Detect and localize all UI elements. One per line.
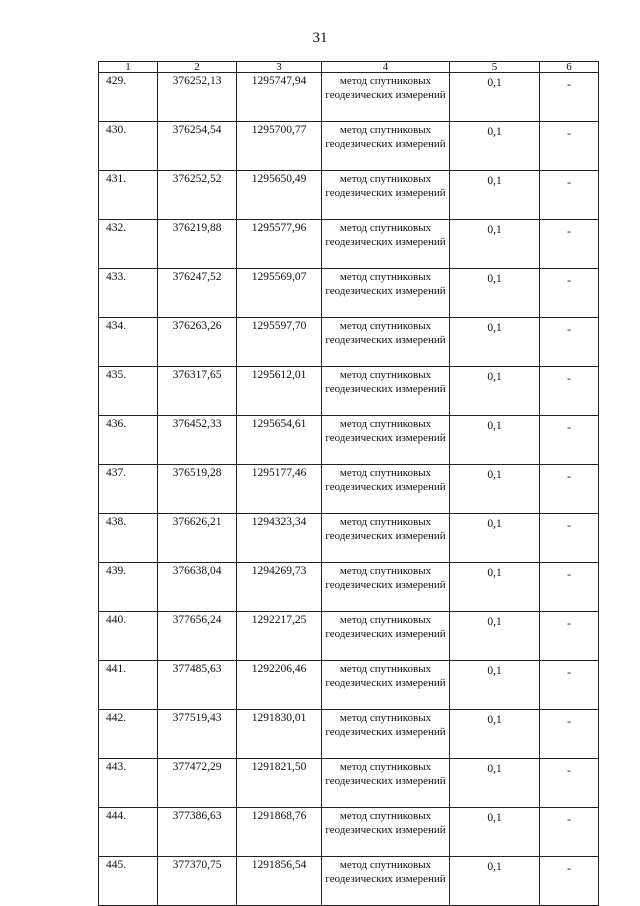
- point-number-cell: 439.: [99, 563, 158, 612]
- table-row: [99, 808, 599, 857]
- point-number-cell: 441.: [99, 661, 158, 710]
- x-coordinate-cell: 376247,52: [158, 269, 237, 318]
- y-coordinate-cell: 1291830,01: [237, 710, 322, 759]
- point-number-cell: 438.: [99, 514, 158, 563]
- note-cell: -: [540, 563, 599, 612]
- table-row: [99, 171, 599, 220]
- y-coordinate-cell: 1292206,46: [237, 661, 322, 710]
- accuracy-cell: 0,1: [450, 612, 540, 661]
- table-row: [99, 416, 599, 465]
- x-coordinate-cell: 376263,26: [158, 318, 237, 367]
- note-cell: -: [540, 612, 599, 661]
- point-number-cell: 435.: [99, 367, 158, 416]
- note-cell: -: [540, 857, 599, 906]
- y-coordinate-cell: 1295654,61: [237, 416, 322, 465]
- accuracy-cell: 0,1: [450, 514, 540, 563]
- column-header-3: 3: [237, 62, 322, 73]
- note-cell: -: [540, 416, 599, 465]
- method-cell: метод спутниковых геодезических измерений: [322, 465, 450, 514]
- method-cell: метод спутниковых геодезических измерений: [322, 122, 450, 171]
- y-coordinate-cell: 1295612,01: [237, 367, 322, 416]
- point-number-cell: 429.: [99, 73, 158, 122]
- column-header-2: 2: [158, 62, 237, 73]
- y-coordinate-cell: 1291856,54: [237, 857, 322, 906]
- x-coordinate-cell: 376252,52: [158, 171, 237, 220]
- note-cell: -: [540, 367, 599, 416]
- x-coordinate-cell: 377386,63: [158, 808, 237, 857]
- note-cell: -: [540, 710, 599, 759]
- table-row: [99, 122, 599, 171]
- y-coordinate-cell: 1295177,46: [237, 465, 322, 514]
- note-cell: -: [540, 269, 599, 318]
- point-number-cell: 444.: [99, 808, 158, 857]
- table-row: [99, 563, 599, 612]
- accuracy-cell: 0,1: [450, 171, 540, 220]
- method-cell: метод спутниковых геодезических измерений: [322, 220, 450, 269]
- note-cell: -: [540, 759, 599, 808]
- note-cell: -: [540, 514, 599, 563]
- method-cell: метод спутниковых геодезических измерений: [322, 367, 450, 416]
- point-number-cell: 436.: [99, 416, 158, 465]
- table-body: [99, 73, 599, 906]
- column-header-4: 4: [322, 62, 450, 73]
- x-coordinate-cell: 376626,21: [158, 514, 237, 563]
- table-row: [99, 367, 599, 416]
- y-coordinate-cell: 1295577,96: [237, 220, 322, 269]
- method-cell: метод спутниковых геодезических измерений: [322, 514, 450, 563]
- accuracy-cell: 0,1: [450, 318, 540, 367]
- accuracy-cell: 0,1: [450, 857, 540, 906]
- note-cell: -: [540, 171, 599, 220]
- table-row: [99, 612, 599, 661]
- point-number-cell: 440.: [99, 612, 158, 661]
- x-coordinate-cell: 377519,43: [158, 710, 237, 759]
- point-number-cell: 442.: [99, 710, 158, 759]
- x-coordinate-cell: 376638,04: [158, 563, 237, 612]
- y-coordinate-cell: 1292217,25: [237, 612, 322, 661]
- note-cell: -: [540, 661, 599, 710]
- table-row: [99, 759, 599, 808]
- method-cell: метод спутниковых геодезических измерений: [322, 857, 450, 906]
- x-coordinate-cell: 377472,29: [158, 759, 237, 808]
- x-coordinate-cell: 376219,88: [158, 220, 237, 269]
- method-cell: метод спутниковых геодезических измерений: [322, 318, 450, 367]
- point-number-cell: 431.: [99, 171, 158, 220]
- method-cell: метод спутниковых геодезических измерений: [322, 710, 450, 759]
- accuracy-cell: 0,1: [450, 220, 540, 269]
- table-row: [99, 857, 599, 906]
- column-number-row: [99, 62, 599, 73]
- accuracy-cell: 0,1: [450, 465, 540, 514]
- accuracy-cell: 0,1: [450, 808, 540, 857]
- accuracy-cell: 0,1: [450, 661, 540, 710]
- accuracy-cell: 0,1: [450, 710, 540, 759]
- method-cell: метод спутниковых геодезических измерений: [322, 269, 450, 318]
- x-coordinate-cell: 377656,24: [158, 612, 237, 661]
- x-coordinate-cell: 376254,54: [158, 122, 237, 171]
- note-cell: -: [540, 318, 599, 367]
- table-row: [99, 514, 599, 563]
- note-cell: -: [540, 122, 599, 171]
- table-row: [99, 220, 599, 269]
- coordinates-table: [98, 61, 599, 906]
- column-header-5: 5: [450, 62, 540, 73]
- method-cell: метод спутниковых геодезических измерений: [322, 73, 450, 122]
- method-cell: метод спутниковых геодезических измерений: [322, 612, 450, 661]
- point-number-cell: 445.: [99, 857, 158, 906]
- y-coordinate-cell: 1291868,76: [237, 808, 322, 857]
- column-header-6: 6: [540, 62, 599, 73]
- table-header: [99, 62, 599, 73]
- point-number-cell: 430.: [99, 122, 158, 171]
- accuracy-cell: 0,1: [450, 759, 540, 808]
- y-coordinate-cell: 1295747,94: [237, 73, 322, 122]
- note-cell: -: [540, 465, 599, 514]
- table-row: [99, 73, 599, 122]
- column-header-1: 1: [99, 62, 158, 73]
- point-number-cell: 432.: [99, 220, 158, 269]
- point-number-cell: 443.: [99, 759, 158, 808]
- note-cell: -: [540, 73, 599, 122]
- accuracy-cell: 0,1: [450, 367, 540, 416]
- x-coordinate-cell: 376519,28: [158, 465, 237, 514]
- point-number-cell: 434.: [99, 318, 158, 367]
- method-cell: метод спутниковых геодезических измерений: [322, 171, 450, 220]
- method-cell: метод спутниковых геодезических измерений: [322, 808, 450, 857]
- point-number-cell: 433.: [99, 269, 158, 318]
- x-coordinate-cell: 376452,33: [158, 416, 237, 465]
- table-row: [99, 465, 599, 514]
- y-coordinate-cell: 1294269,73: [237, 563, 322, 612]
- note-cell: -: [540, 808, 599, 857]
- method-cell: метод спутниковых геодезических измерений: [322, 416, 450, 465]
- y-coordinate-cell: 1291821,50: [237, 759, 322, 808]
- x-coordinate-cell: 377485,63: [158, 661, 237, 710]
- method-cell: метод спутниковых геодезических измерений: [322, 661, 450, 710]
- accuracy-cell: 0,1: [450, 563, 540, 612]
- point-number-cell: 437.: [99, 465, 158, 514]
- method-cell: метод спутниковых геодезических измерений: [322, 759, 450, 808]
- y-coordinate-cell: 1295597,70: [237, 318, 322, 367]
- accuracy-cell: 0,1: [450, 73, 540, 122]
- method-cell: метод спутниковых геодезических измерений: [322, 563, 450, 612]
- table-row: [99, 269, 599, 318]
- table-row: [99, 318, 599, 367]
- y-coordinate-cell: 1294323,34: [237, 514, 322, 563]
- table-row: [99, 661, 599, 710]
- x-coordinate-cell: 376252,13: [158, 73, 237, 122]
- x-coordinate-cell: 376317,65: [158, 367, 237, 416]
- table-row: [99, 710, 599, 759]
- y-coordinate-cell: 1295569,07: [237, 269, 322, 318]
- accuracy-cell: 0,1: [450, 416, 540, 465]
- x-coordinate-cell: 377370,75: [158, 857, 237, 906]
- note-cell: -: [540, 220, 599, 269]
- y-coordinate-cell: 1295700,77: [237, 122, 322, 171]
- y-coordinate-cell: 1295650,49: [237, 171, 322, 220]
- accuracy-cell: 0,1: [450, 122, 540, 171]
- accuracy-cell: 0,1: [450, 269, 540, 318]
- page-number: 31: [312, 30, 328, 46]
